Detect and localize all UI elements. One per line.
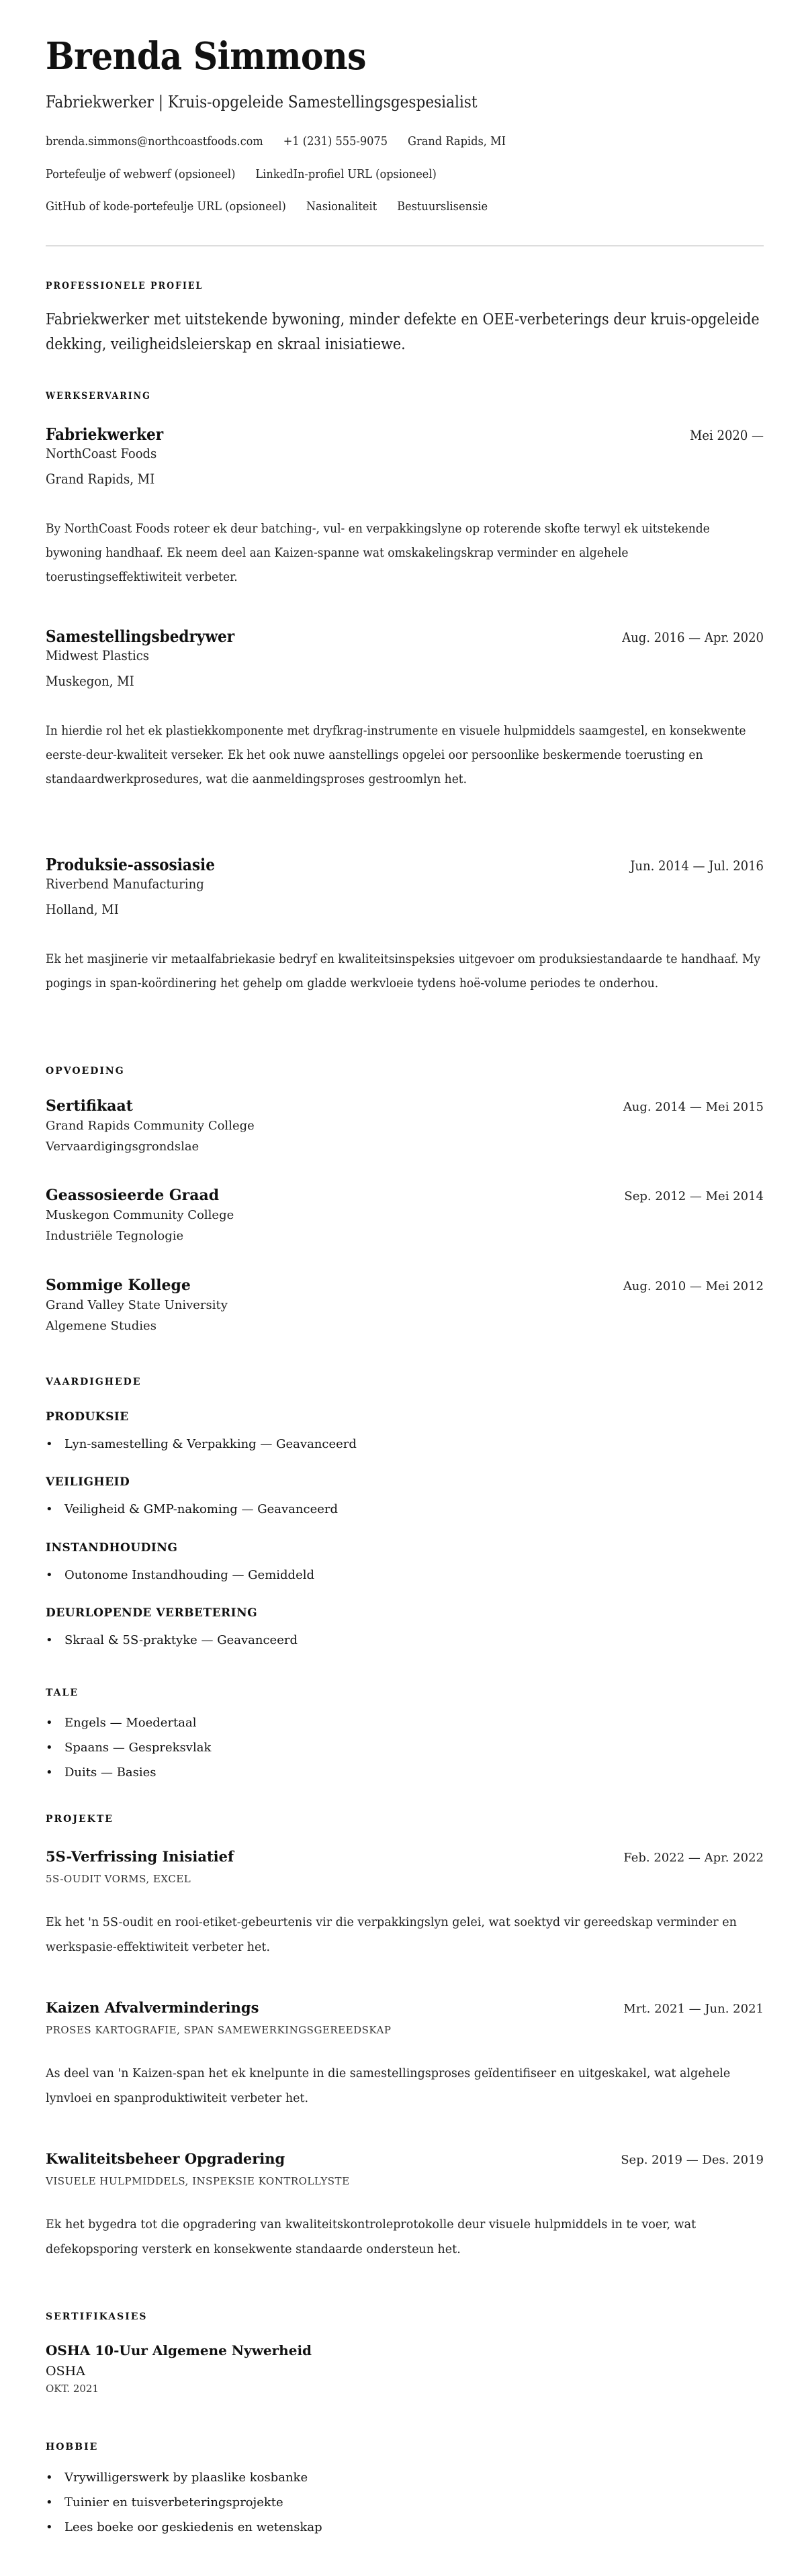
job-description: Ek het masjinerie vir metaalfabriekasie bedryf en kwaliteitsinspeksies uitgevoer om produksiestandaarde te handhaaf. My pogings in span-koördinering het gehelp om gladde werkvloeie tydens hoë-volume periodes te onderhou. xyxy=(46,952,761,991)
job-description: By NorthCoast Foods roteer ek deur batching-, vul- en verpakkingslyne op roterende skofte terwyl ek uitstekende bywoning handhaaf. Ek neem deel aan Kaizen-spanne wat omskakelingskrap verminder en algehele toerustingseffektiwiteit verbeter. xyxy=(46,521,710,584)
skill-group-name: INSTANDHOUDING xyxy=(46,1541,178,1555)
project-technologies: PROSES KARTOGRAFIE, SPAN SAMEWERKINGSGEREEDSKAP xyxy=(46,2024,392,2036)
project-description: Ek het 'n 5S-oudit en rooi-etiket-gebeurtenis vir die verpakkingslyn gelei, wat soektyd vir gereedskap verminder en werkspasie-effektiwiteit verbeter het. xyxy=(46,1916,737,1954)
project-entry xyxy=(46,1999,764,2111)
project-header xyxy=(46,1999,764,2016)
project-entry xyxy=(46,1848,764,1960)
section-heading-skills: VAARDIGHEDE xyxy=(46,1377,142,1387)
education-entry xyxy=(46,1097,764,1154)
skill-group-name: DEURLOPENDE VERBETERING xyxy=(46,1606,258,1620)
skill-list xyxy=(46,1568,764,1593)
project-entry xyxy=(46,2150,764,2262)
section-heading-certifications: SERTIFIKASIES xyxy=(46,2311,148,2322)
job-title: Samestellingsbedrywer xyxy=(46,627,235,646)
skill-list xyxy=(46,1502,764,1527)
section-heading-hobbies: HOBBIE xyxy=(46,2442,99,2452)
candidate-name: Brenda Simmons xyxy=(46,34,366,79)
job-dates: Aug. 2016 — Apr. 2020 xyxy=(622,629,764,645)
education-header xyxy=(46,1277,764,1294)
hobby-item: • Tuinier en tuisverbeteringsprojekte xyxy=(46,2495,764,2520)
job-header xyxy=(46,855,764,874)
skill-item: • Veiligheid & GMP-nakoming — Geavanceerd xyxy=(46,1502,764,1527)
skill-group-name: PRODUKSIE xyxy=(46,1410,129,1424)
job-entry xyxy=(46,627,764,791)
skill-list xyxy=(46,1633,764,1658)
education-entry xyxy=(46,1187,764,1243)
field-of-study: Industriële Tegnologie xyxy=(46,1229,184,1243)
project-title: 5S-Verfrissing Inisiatief xyxy=(46,1848,234,1865)
section-heading-education: OPVOEDING xyxy=(46,1066,125,1076)
contact-row xyxy=(46,134,526,148)
job-location: Muskegon, MI xyxy=(46,673,134,689)
project-dates: Mrt. 2021 — Jun. 2021 xyxy=(623,2002,764,2016)
portfolio-link[interactable]: Portefeulje of webwerf (opsioneel) xyxy=(46,167,236,181)
job-company: Riverbend Manufacturing xyxy=(46,876,204,892)
hobby-item: • Vrywilligerswerk by plaaslike kosbanke xyxy=(46,2471,764,2495)
hobby-item: • Lees boeke oor geskiedenis en wetenskap xyxy=(46,2520,764,2545)
language-item: • Engels — Moedertaal xyxy=(46,1716,764,1741)
project-header xyxy=(46,2150,764,2167)
header-divider xyxy=(46,245,764,246)
project-description: As deel van 'n Kaizen-span het ek knelpunte in die samestellingsproses geïdentifiseer en uitgeskakel, wat algehele lynvloei en spanproduktiwiteit verbeter het. xyxy=(46,2067,731,2105)
location: Grand Rapids, MI xyxy=(408,134,506,148)
degree: Sertifikaat xyxy=(46,1097,133,1115)
job-location: Grand Rapids, MI xyxy=(46,471,155,487)
project-technologies: 5S-OUDIT VORMS, EXCEL xyxy=(46,1873,191,1885)
section-heading-projects: PROJEKTE xyxy=(46,1814,114,1825)
job-title: Fabriekwerker | Kruis-opgeleide Samestellingsgespesialist xyxy=(46,93,478,111)
section-heading-languages: TALE xyxy=(46,1688,79,1698)
education-entry xyxy=(46,1277,764,1333)
skill-item: • Lyn-samestelling & Verpakking — Geavanceerd xyxy=(46,1437,764,1462)
project-header xyxy=(46,1848,764,1865)
school: Muskegon Community College xyxy=(46,1208,234,1222)
skill-group-name: VEILIGHEID xyxy=(46,1475,130,1489)
job-dates: Mei 2020 — xyxy=(689,427,764,443)
job-entry xyxy=(46,424,764,589)
education-dates: Aug. 2014 — Mei 2015 xyxy=(623,1100,764,1114)
skill-group xyxy=(46,1475,764,1527)
job-location: Holland, MI xyxy=(46,901,119,917)
job-company: NorthCoast Foods xyxy=(46,445,157,461)
skill-group xyxy=(46,1410,764,1462)
contact-row xyxy=(46,199,508,214)
job-dates: Jun. 2014 — Jul. 2016 xyxy=(630,858,764,874)
degree: Geassosieerde Graad xyxy=(46,1187,220,1204)
job-title: Fabriekwerker xyxy=(46,424,164,444)
github-link[interactable]: GitHub of kode-portefeulje URL (opsioneel) xyxy=(46,199,286,214)
certification-item xyxy=(46,2342,764,2395)
education-header xyxy=(46,1097,764,1115)
education-dates: Sep. 2012 — Mei 2014 xyxy=(624,1189,764,1203)
drivers-license: Bestuurslisensie xyxy=(397,199,488,214)
field-of-study: Algemene Studies xyxy=(46,1319,156,1333)
skill-item: • Outonome Instandhouding — Gemiddeld xyxy=(46,1568,764,1593)
job-entry xyxy=(46,855,764,995)
language-item: • Spaans — Gespreksvlak xyxy=(46,1741,764,1765)
skill-list xyxy=(46,1437,764,1462)
job-header xyxy=(46,627,764,646)
project-dates: Sep. 2019 — Des. 2019 xyxy=(621,2153,764,2167)
certification-name: OSHA 10-Uur Algemene Nywerheid xyxy=(46,2342,312,2358)
job-company: Midwest Plastics xyxy=(46,647,150,663)
school: Grand Valley State University xyxy=(46,1298,228,1312)
job-title: Produksie-assosiasie xyxy=(46,855,215,874)
skill-item: • Skraal & 5S-praktyke — Geavanceerd xyxy=(46,1633,764,1658)
project-title: Kaizen Afvalverminderings xyxy=(46,1999,259,2016)
email-link[interactable]: brenda.simmons@northcoastfoods.com xyxy=(46,134,263,148)
project-dates: Feb. 2022 — Apr. 2022 xyxy=(623,1851,764,1865)
project-description: Ek het bygedra tot die opgradering van kwaliteitskontroleprotokolle deur visuele hulpmiddels in te voer, wat defekopsporing versterk en konsekwente standaarde ondersteun het. xyxy=(46,2218,697,2256)
language-item: • Duits — Basies xyxy=(46,1765,764,1790)
skill-group xyxy=(46,1606,764,1658)
phone: +1 (231) 555-9075 xyxy=(283,134,388,148)
certification-date: OKT. 2021 xyxy=(46,2383,99,2395)
linkedin-link[interactable]: LinkedIn-profiel URL (opsioneel) xyxy=(255,167,437,181)
section-heading-experience: WERKSERVARING xyxy=(46,391,151,402)
hobbies-list xyxy=(46,2471,764,2545)
project-technologies: VISUELE HULPMIDDELS, INSPEKSIE KONTROLLYSTE xyxy=(46,2175,350,2187)
contact-row xyxy=(46,167,457,181)
job-header xyxy=(46,424,764,444)
education-dates: Aug. 2010 — Mei 2012 xyxy=(623,1279,764,1293)
nationality: Nasionaliteit xyxy=(306,199,377,214)
field-of-study: Vervaardigingsgrondslae xyxy=(46,1140,199,1154)
section-heading-profile: PROFESSIONELE PROFIEL xyxy=(46,281,204,291)
education-header xyxy=(46,1187,764,1204)
degree: Sommige Kollege xyxy=(46,1277,191,1294)
project-title: Kwaliteitsbeheer Opgradering xyxy=(46,2150,285,2167)
languages-list xyxy=(46,1716,764,1790)
school: Grand Rapids Community College xyxy=(46,1119,255,1133)
job-description: In hierdie rol het ek plastiekkomponente met dryfkrag-instrumente en visuele hulpmiddels saamgestel, en konsekwente eerste-deur-kwaliteit verseker. Ek het ook nuwe aanstellings opgelei oor persoonlike beskermende toerusting en standaardwerkprosedures, wat die aanmeldingsproses gestroomlyn het. xyxy=(46,723,746,786)
skill-group xyxy=(46,1541,764,1593)
profile-summary: Fabriekwerker met uitstekende bywoning, minder defekte en OEE-verbeterings deur kruis-opgeleide dekking, veiligheidsleierskap en skraal inisiatiewe. xyxy=(46,311,760,353)
certification-issuer: OSHA xyxy=(46,2364,85,2379)
